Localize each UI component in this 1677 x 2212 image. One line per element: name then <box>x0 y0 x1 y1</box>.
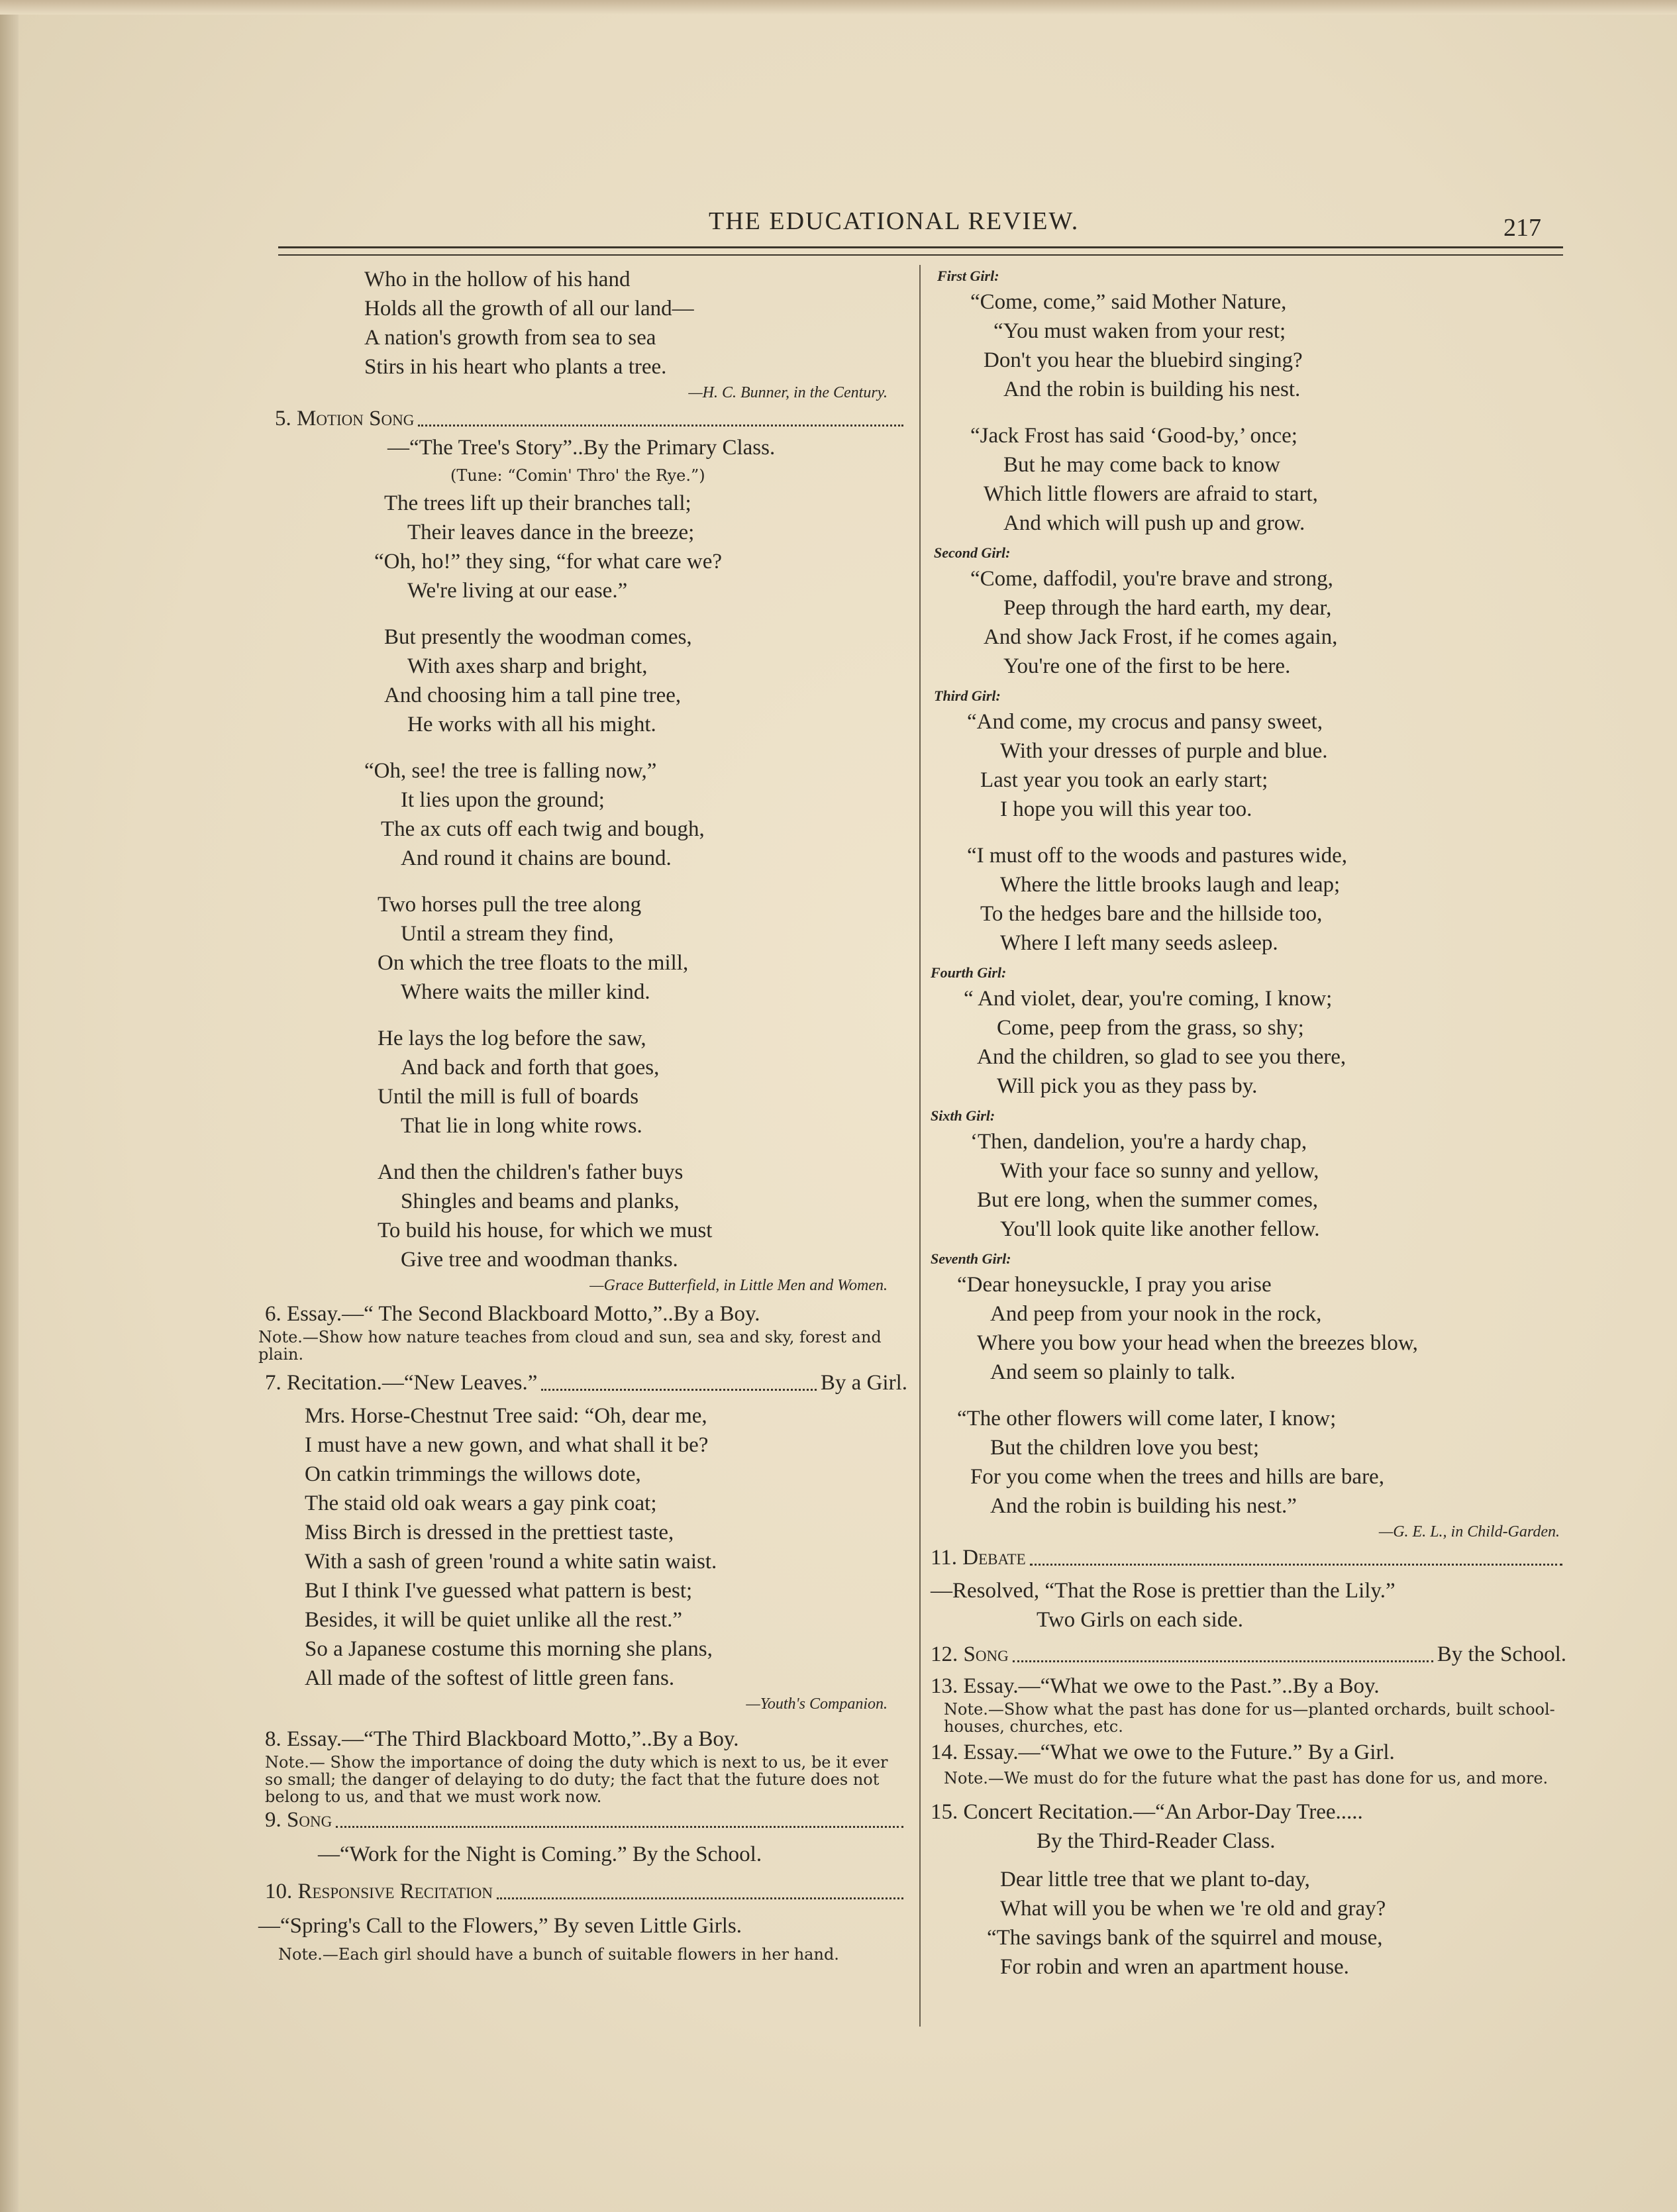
speaker-label: Sixth Girl: <box>931 1107 995 1124</box>
verse-line: With your face so sunny and yellow, <box>1000 1159 1319 1183</box>
verse-line: And the robin is building his nest. <box>1003 377 1301 401</box>
verse-line: Peep through the hard earth, my dear, <box>1003 596 1332 620</box>
poem-end <box>258 265 907 381</box>
stanza <box>931 1127 1566 1244</box>
poem-source: —Grace Butterfield, in Little Men and Women. <box>589 1277 888 1294</box>
verse-line: “Come, daffodil, you're brave and strong, <box>970 567 1333 591</box>
verse-line: “Oh, ho!” they sing, “for what care we? <box>374 550 723 574</box>
verse-line: And which will push up and grow. <box>1003 511 1305 535</box>
stanza <box>931 1404 1566 1521</box>
verse-line: Where waits the miller kind. <box>401 980 650 1004</box>
verse-line: And round it chains are bound. <box>401 846 672 870</box>
speaker-label: First Girl: <box>937 268 999 284</box>
item-performer: By the Third-Reader Class. <box>1037 1829 1276 1853</box>
verse-line: You're one of the first to be here. <box>1003 654 1291 678</box>
book-spine <box>0 0 19 2212</box>
verse-line: For robin and wren an apartment house. <box>1000 1955 1349 1979</box>
item-performer: By a Girl. <box>820 1371 907 1395</box>
poem-source: —G. E. L., in Child-Garden. <box>1378 1523 1560 1540</box>
verse-line: I hope you will this year too. <box>1000 797 1252 821</box>
stanza <box>931 287 1566 404</box>
program-item-8: 8. Essay.—“The Third Blackboard Motto,”..By a Boy. <box>265 1727 739 1751</box>
verse-line: I must have a new gown, and what shall it be? <box>305 1433 709 1457</box>
verse-line: On which the tree floats to the mill, <box>378 951 689 975</box>
left-column <box>258 265 907 1963</box>
verse-line: Where the little brooks laugh and leap; <box>1000 873 1341 897</box>
header-rule <box>278 246 1563 248</box>
stanza <box>931 421 1566 538</box>
program-item-15: 15. Concert Recitation.—“An Arbor-Day Tree..... <box>931 1800 1363 1824</box>
item-note: Note.—Show what the past has done for us—planted orchards, built school-houses, churches, etc. <box>944 1700 1555 1736</box>
verse-line: ‘Then, dandelion, you're a hardy chap, <box>970 1130 1307 1154</box>
running-header <box>278 199 1541 242</box>
verse-line: He works with all his might. <box>407 713 656 736</box>
item-label: 7. Recitation.—“New Leaves.” <box>265 1371 538 1395</box>
stanza <box>258 623 907 739</box>
verse-line: All made of the softest of little green fans. <box>305 1666 675 1690</box>
verse-line: “You must waken from your rest; <box>993 319 1286 343</box>
stanza <box>258 756 907 873</box>
verse-line: To the hedges bare and the hillside too, <box>980 902 1323 926</box>
verse-line: And back and forth that goes, <box>401 1056 660 1080</box>
speaker-label: Second Girl: <box>934 544 1011 561</box>
verse-line: “Jack Frost has said ‘Good-by,’ once; <box>970 424 1297 448</box>
tune-note: (Tune: “Comin' Thro' the Rye.”) <box>450 466 705 485</box>
item-title: —“The Tree's Story”..By the Primary Class. <box>387 436 776 460</box>
verse-line: Which little flowers are afraid to start, <box>984 482 1318 506</box>
program-item-11 <box>931 1543 1566 1572</box>
verse-line: The staid old oak wears a gay pink coat; <box>305 1491 657 1515</box>
verse-line: What will you be when we 're old and gray? <box>1000 1897 1386 1921</box>
item-title: —Resolved, “That the Rose is prettier than the Lily.” <box>931 1579 1396 1603</box>
verse-line: But presently the woodman comes, <box>384 625 692 649</box>
verse-line: The ax cuts off each twig and bough, <box>381 817 705 841</box>
verse-line: We're living at our ease.” <box>407 579 628 603</box>
page-top-edge <box>0 0 1677 15</box>
program-item-9 <box>258 1805 907 1835</box>
verse-line: It lies upon the ground; <box>401 788 605 812</box>
header-rule-double <box>278 254 1563 256</box>
verse-line: With your dresses of purple and blue. <box>1000 739 1328 763</box>
item-label: 10. Responsive Recitation <box>265 1880 493 1903</box>
verse-line: “The savings bank of the squirrel and mouse, <box>987 1926 1383 1950</box>
stanza <box>258 1401 907 1693</box>
verse-line: “And come, my crocus and pansy sweet, <box>967 710 1323 734</box>
stanza <box>931 984 1566 1101</box>
item-title: —“Work for the Night is Coming.” By the School. <box>318 1842 762 1866</box>
item-title: —“Spring's Call to the Flowers,” By seven Little Girls. <box>258 1914 742 1938</box>
verse-line: Their leaves dance in the breeze; <box>407 521 695 544</box>
verse-line: Mrs. Horse-Chestnut Tree said: “Oh, dear me, <box>305 1404 707 1428</box>
stanza <box>931 1865 1566 1982</box>
program-item-5 <box>258 404 907 433</box>
verse-line: That lie in long white rows. <box>401 1114 642 1138</box>
verse-line: And the children, so glad to see you there, <box>977 1045 1347 1069</box>
verse-line: Where I left many seeds asleep. <box>1000 931 1278 955</box>
stanza <box>258 1024 907 1140</box>
column-divider <box>919 265 921 2027</box>
verse-line: Last year you took an early start; <box>980 768 1268 792</box>
verse-line: “I must off to the woods and pastures wide, <box>967 844 1348 868</box>
speaker-label: Seventh Girl: <box>931 1250 1011 1267</box>
program-item-10 <box>258 1877 907 1906</box>
verse-line: Two horses pull the tree along <box>378 893 642 917</box>
verse-line: Stirs in his heart who plants a tree. <box>364 355 667 379</box>
verse-line: A nation's growth from sea to sea <box>364 326 656 350</box>
verse-line: “ And violet, dear, you're coming, I know; <box>964 987 1333 1011</box>
poem-source: —H. C. Bunner, in the Century. <box>688 384 888 401</box>
item-label: 12. Song <box>931 1642 1009 1666</box>
verse-line: Will pick you as they pass by. <box>997 1074 1258 1098</box>
verse-line: But I think I've guessed what pattern is best; <box>305 1579 693 1603</box>
right-column <box>931 265 1566 1982</box>
verse-line: For you come when the trees and hills are bare, <box>970 1465 1384 1489</box>
speaker-label: Fourth Girl: <box>931 964 1007 981</box>
verse-line: Miss Birch is dressed in the prettiest taste, <box>305 1521 674 1544</box>
stanza <box>931 841 1566 958</box>
verse-line: Dear little tree that we plant to-day, <box>1000 1868 1310 1891</box>
verse-line: And peep from your nook in the rock, <box>990 1302 1322 1326</box>
item-label: 9. Song <box>265 1808 332 1832</box>
item-performer: By the School. <box>1437 1642 1566 1666</box>
poem-source: —Youth's Companion. <box>746 1695 888 1713</box>
verse-line: Shingles and beams and planks, <box>401 1189 680 1213</box>
verse-line: And then the children's father buys <box>378 1160 684 1184</box>
verse-line: The trees lift up their branches tall; <box>384 491 691 515</box>
verse-line: Don't you hear the bluebird singing? <box>984 348 1303 372</box>
verse-line: But ere long, when the summer comes, <box>977 1188 1319 1212</box>
verse-line: He lays the log before the saw, <box>378 1027 646 1050</box>
verse-line: So a Japanese costume this morning she plans, <box>305 1637 713 1661</box>
verse-line: Where you bow your head when the breezes blow, <box>977 1331 1418 1355</box>
item-note: Note.— Show the importance of doing the duty which is next to us, be it ever so small; the danger of delaying to do duty; the fact that the future does not belong to us, and that we must work now. <box>265 1753 888 1806</box>
verse-line: You'll look quite like another fellow. <box>1000 1217 1320 1241</box>
verse-line: “Oh, see! the tree is falling now,” <box>364 759 657 783</box>
stanza <box>931 707 1566 824</box>
program-item-14: 14. Essay.—“What we owe to the Future.” By a Girl. <box>931 1740 1395 1764</box>
program-item-7 <box>258 1368 907 1397</box>
item-note: Note.—We must do for the future what the past has done for us, and more. <box>944 1769 1549 1787</box>
verse-line: Besides, it will be quiet unlike all the rest.” <box>305 1608 683 1632</box>
verse-line: With axes sharp and bright, <box>407 654 648 678</box>
verse-line: But he may come back to know <box>1003 453 1280 477</box>
verse-line: Who in the hollow of his hand <box>364 268 631 291</box>
item-subtitle: Two Girls on each side. <box>1037 1608 1244 1632</box>
verse-line: And show Jack Frost, if he comes again, <box>984 625 1338 649</box>
verse-line: Until a stream they find, <box>401 922 614 946</box>
stanza <box>258 489 907 605</box>
stanza <box>931 564 1566 681</box>
verse-line: But the children love you best; <box>990 1436 1260 1460</box>
verse-line: With a sash of green 'round a white satin waist. <box>305 1550 717 1574</box>
item-label: 11. Debate <box>931 1546 1026 1570</box>
verse-line: “Come, come,” said Mother Nature, <box>970 290 1287 314</box>
item-note: Note.—Show how nature teaches from cloud and sun, sea and sky, forest and plain. <box>258 1328 882 1364</box>
verse-line: And seem so plainly to talk. <box>990 1360 1236 1384</box>
verse-line: To build his house, for which we must <box>378 1219 713 1242</box>
verse-line: “Dear honeysuckle, I pray you arise <box>957 1273 1272 1297</box>
program-item-13: 13. Essay.—“What we owe to the Past.”..By a Boy. <box>931 1674 1380 1698</box>
verse-line: “The other flowers will come later, I know; <box>957 1407 1337 1431</box>
stanza <box>258 1158 907 1274</box>
verse-line: Until the mill is full of boards <box>378 1085 639 1109</box>
speaker-label: Third Girl: <box>934 687 1001 704</box>
item-label: 5. Motion Song <box>275 407 415 430</box>
verse-line: And choosing him a tall pine tree, <box>384 683 682 707</box>
program-item-6: 6. Essay.—“ The Second Blackboard Motto,”..By a Boy. <box>265 1302 760 1326</box>
verse-line: Come, peep from the grass, so shy; <box>997 1016 1304 1040</box>
verse-line: And the robin is building his nest.” <box>990 1494 1297 1518</box>
verse-line: On catkin trimmings the willows dote, <box>305 1462 641 1486</box>
item-note: Note.—Each girl should have a bunch of suitable flowers in her hand. <box>278 1945 839 1964</box>
page-number: 217 <box>1503 214 1541 242</box>
stanza <box>258 890 907 1007</box>
journal-title: THE EDUCATIONAL REVIEW. <box>709 207 1080 235</box>
stanza <box>931 1270 1566 1387</box>
verse-line: Holds all the growth of all our land— <box>364 297 694 321</box>
program-item-12 <box>931 1640 1566 1669</box>
verse-line: Give tree and woodman thanks. <box>401 1248 678 1272</box>
